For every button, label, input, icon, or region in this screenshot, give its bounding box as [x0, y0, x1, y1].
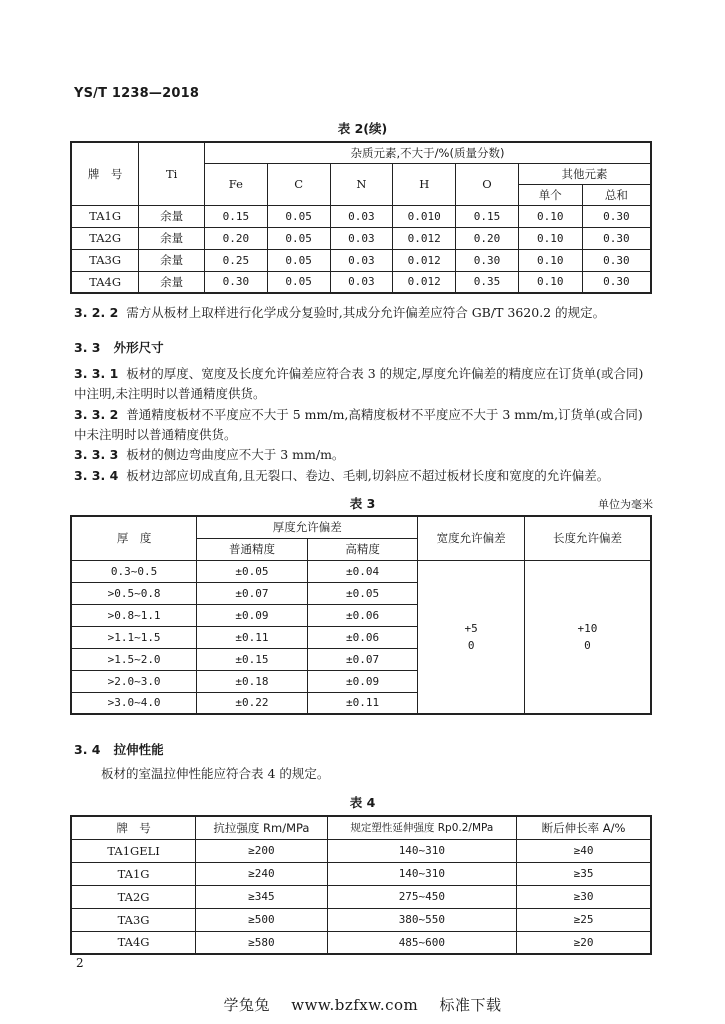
table-row	[71, 908, 651, 931]
length-tol-upper: +10	[577, 621, 598, 635]
table4-cell: ≥25	[517, 908, 651, 931]
table2-header-o: O	[456, 163, 519, 205]
section-3-4-text: 板材的室温拉伸性能应符合表 4 的规定。	[101, 766, 330, 781]
table-row	[71, 249, 651, 271]
table3-cell: ±0.05	[307, 582, 418, 604]
table2-header-fe: Fe	[204, 163, 267, 205]
table2-cell: 0.05	[267, 271, 330, 293]
table4-header-a: 断后伸长率 A/%	[517, 816, 651, 839]
table3-cell: >3.0~4.0	[71, 692, 197, 714]
section-text-line: 普通精度板材不平度应不大于 5 mm/m,高精度板材不平度应不大于 3 mm/m,订货单(或合同)	[126, 407, 643, 422]
table2-cell: 余量	[139, 249, 205, 271]
table2-header-other: 其他元素	[518, 163, 651, 184]
section-3-3-1	[74, 364, 669, 404]
section-title: 拉伸性能	[113, 742, 164, 757]
table3-header-high: 高精度	[307, 538, 418, 560]
table2-cell: 0.03	[330, 205, 393, 227]
table3-cell: ±0.06	[307, 604, 418, 626]
standard-code: YS/T 1238—2018	[74, 86, 200, 101]
table4-cell: ≥30	[517, 885, 651, 908]
footer-url[interactable]: www.bzfxw.com	[291, 996, 419, 1014]
table3-header-normal: 普通精度	[197, 538, 308, 560]
table3-cell: >2.0~3.0	[71, 670, 197, 692]
length-tol-lower: 0	[584, 638, 591, 652]
table3-length-tol-cell	[524, 560, 651, 714]
section-number: 3. 3. 1	[74, 366, 119, 381]
table4-caption: 表 4	[349, 795, 376, 810]
table2-caption: 表 2(续)	[337, 121, 388, 136]
table-row	[71, 560, 651, 582]
table3-header-width-tol: 宽度允许偏差	[418, 516, 525, 560]
table3-caption: 表 3	[349, 496, 376, 511]
section-number: 3. 3. 2	[74, 407, 119, 422]
section-number: 3. 3. 3	[74, 447, 119, 462]
table3-cell: ±0.18	[197, 670, 308, 692]
table3-width-tol-cell	[418, 560, 525, 714]
table-row	[71, 271, 651, 293]
table2-cell: 0.35	[456, 271, 519, 293]
table2-cell: TA2G	[71, 227, 139, 249]
footer-site-name: 学兔兔	[223, 996, 270, 1014]
table2-cell: 0.30	[582, 227, 651, 249]
table4-cell: TA1G	[71, 862, 196, 885]
table2-header-h: H	[393, 163, 456, 205]
table4-cell: ≥35	[517, 862, 651, 885]
table4-cell: ≥20	[517, 931, 651, 954]
table3-cell: ±0.04	[307, 560, 418, 582]
width-tol-upper: +5	[464, 621, 478, 635]
table3	[70, 515, 652, 715]
table-row	[71, 839, 651, 862]
table3-cell: ±0.09	[307, 670, 418, 692]
section-text: 板材的侧边弯曲度应不大于 3 mm/m。	[126, 447, 345, 462]
table2-cell: 余量	[139, 205, 205, 227]
table2-cell: 0.25	[204, 249, 267, 271]
section-number: 3. 4	[74, 742, 101, 757]
section-3-3-heading	[74, 338, 164, 356]
section-title: 外形尺寸	[113, 340, 164, 355]
table4-cell: 380~550	[327, 908, 516, 931]
table4-cell: TA3G	[71, 908, 196, 931]
table3-cell: ±0.05	[197, 560, 308, 582]
table2-cell: 0.05	[267, 205, 330, 227]
table2-cell: 0.03	[330, 271, 393, 293]
table4-header-grade: 牌 号	[71, 816, 196, 839]
section-3-3-3	[74, 445, 664, 465]
table-row	[71, 227, 651, 249]
table2-cell: 0.03	[330, 249, 393, 271]
section-text-line: 板材的厚度、宽度及长度允许偏差应符合表 3 的规定,厚度允许偏差的精度应在订货单(或合同)	[126, 366, 644, 381]
table3-cell: ±0.15	[197, 648, 308, 670]
table2-cell: 0.15	[456, 205, 519, 227]
table2-cell: 0.30	[582, 205, 651, 227]
table2-cell: 0.10	[518, 271, 582, 293]
table3-cell: ±0.09	[197, 604, 308, 626]
table2-cell: 0.05	[267, 249, 330, 271]
table2-cell: 0.30	[204, 271, 267, 293]
table2-cell: 0.05	[267, 227, 330, 249]
table4-cell: ≥580	[196, 931, 328, 954]
page-number: 2	[76, 956, 84, 970]
table3-cell: >1.1~1.5	[71, 626, 197, 648]
table2-cell: TA4G	[71, 271, 139, 293]
table2-cell: 0.15	[204, 205, 267, 227]
section-text-line: 中未注明时以普通精度供货。	[74, 427, 237, 442]
table4-cell: ≥240	[196, 862, 328, 885]
section-3-4-heading	[74, 740, 164, 758]
table4	[70, 815, 652, 955]
section-text-line: 中注明,未注明时以普通精度供货。	[74, 386, 266, 401]
table2-cell: 0.012	[393, 271, 456, 293]
footer-slogan: 标准下载	[439, 996, 502, 1014]
table4-cell: ≥500	[196, 908, 328, 931]
table4-cell: TA1GELI	[71, 839, 196, 862]
table3-cell: 0.3~0.5	[71, 560, 197, 582]
section-number: 3. 3	[74, 340, 101, 355]
table-row	[71, 885, 651, 908]
table3-header-thickness: 厚 度	[71, 516, 197, 560]
table4-cell: ≥40	[517, 839, 651, 862]
table2-cell: 0.012	[393, 227, 456, 249]
table4-cell: 485~600	[327, 931, 516, 954]
table-row	[71, 931, 651, 954]
table2-cell: 0.20	[204, 227, 267, 249]
table4-cell: 140~310	[327, 839, 516, 862]
table2-header-total: 总和	[582, 184, 651, 205]
table-row	[71, 862, 651, 885]
table3-cell: ±0.22	[197, 692, 308, 714]
width-tol-lower: 0	[467, 638, 475, 652]
table2	[70, 141, 652, 294]
table2-cell: 0.20	[456, 227, 519, 249]
table2-cell: TA1G	[71, 205, 139, 227]
table3-cell: >1.5~2.0	[71, 648, 197, 670]
table3-header-length-tol: 长度允许偏差	[524, 516, 651, 560]
table3-unit: 单位为毫米	[598, 498, 653, 511]
table2-header-c: C	[267, 163, 330, 205]
table4-header-rm: 抗拉强度 Rm/MPa	[196, 816, 328, 839]
section-text: 需方从板材上取样进行化学成分复验时,其成分允许偏差应符合 GB/T 3620.2 的规定。	[126, 305, 606, 320]
section-text: 板材边部应切成直角,且无裂口、卷边、毛刺,切斜应不超过板材长度和宽度的允许偏差。	[126, 468, 610, 483]
table3-cell: ±0.07	[307, 648, 418, 670]
table2-header-ti: Ti	[139, 142, 205, 205]
table3-cell: >0.8~1.1	[71, 604, 197, 626]
table2-cell: 余量	[139, 271, 205, 293]
table2-header-grade: 牌 号	[71, 142, 139, 205]
table2-cell: 0.012	[393, 249, 456, 271]
table3-cell: ±0.07	[197, 582, 308, 604]
table3-cell: >0.5~0.8	[71, 582, 197, 604]
table4-cell: 275~450	[327, 885, 516, 908]
section-3-3-4	[74, 466, 669, 486]
table2-cell: 0.03	[330, 227, 393, 249]
table2-header-single: 单个	[518, 184, 582, 205]
table2-cell: 0.10	[518, 205, 582, 227]
table2-cell: 0.30	[582, 271, 651, 293]
table2-cell: 余量	[139, 227, 205, 249]
table4-cell: 140~310	[327, 862, 516, 885]
table3-cell: ±0.11	[197, 626, 308, 648]
table2-header-n: N	[330, 163, 393, 205]
table2-cell: 0.30	[582, 249, 651, 271]
section-3-2-2	[74, 303, 664, 323]
table4-cell: ≥345	[196, 885, 328, 908]
table2-cell: 0.30	[456, 249, 519, 271]
table3-header-thickness-tol: 厚度允许偏差	[197, 516, 418, 538]
table4-cell: TA4G	[71, 931, 196, 954]
table2-cell: TA3G	[71, 249, 139, 271]
table2-header-impurity: 杂质元素,不大于/%(质量分数)	[204, 142, 651, 163]
section-3-3-2	[74, 405, 669, 445]
table4-header-rp: 规定塑性延伸强度 Rp0.2/MPa	[327, 816, 516, 839]
table4-cell: TA2G	[71, 885, 196, 908]
table2-cell: 0.10	[518, 249, 582, 271]
table3-cell: ±0.11	[307, 692, 418, 714]
table2-cell: 0.010	[393, 205, 456, 227]
table4-cell: ≥200	[196, 839, 328, 862]
section-number: 3. 2. 2	[74, 305, 119, 320]
section-number: 3. 3. 4	[74, 468, 119, 483]
table-row	[71, 205, 651, 227]
table3-cell: ±0.06	[307, 626, 418, 648]
table2-cell: 0.10	[518, 227, 582, 249]
footer-watermark	[0, 994, 725, 1015]
